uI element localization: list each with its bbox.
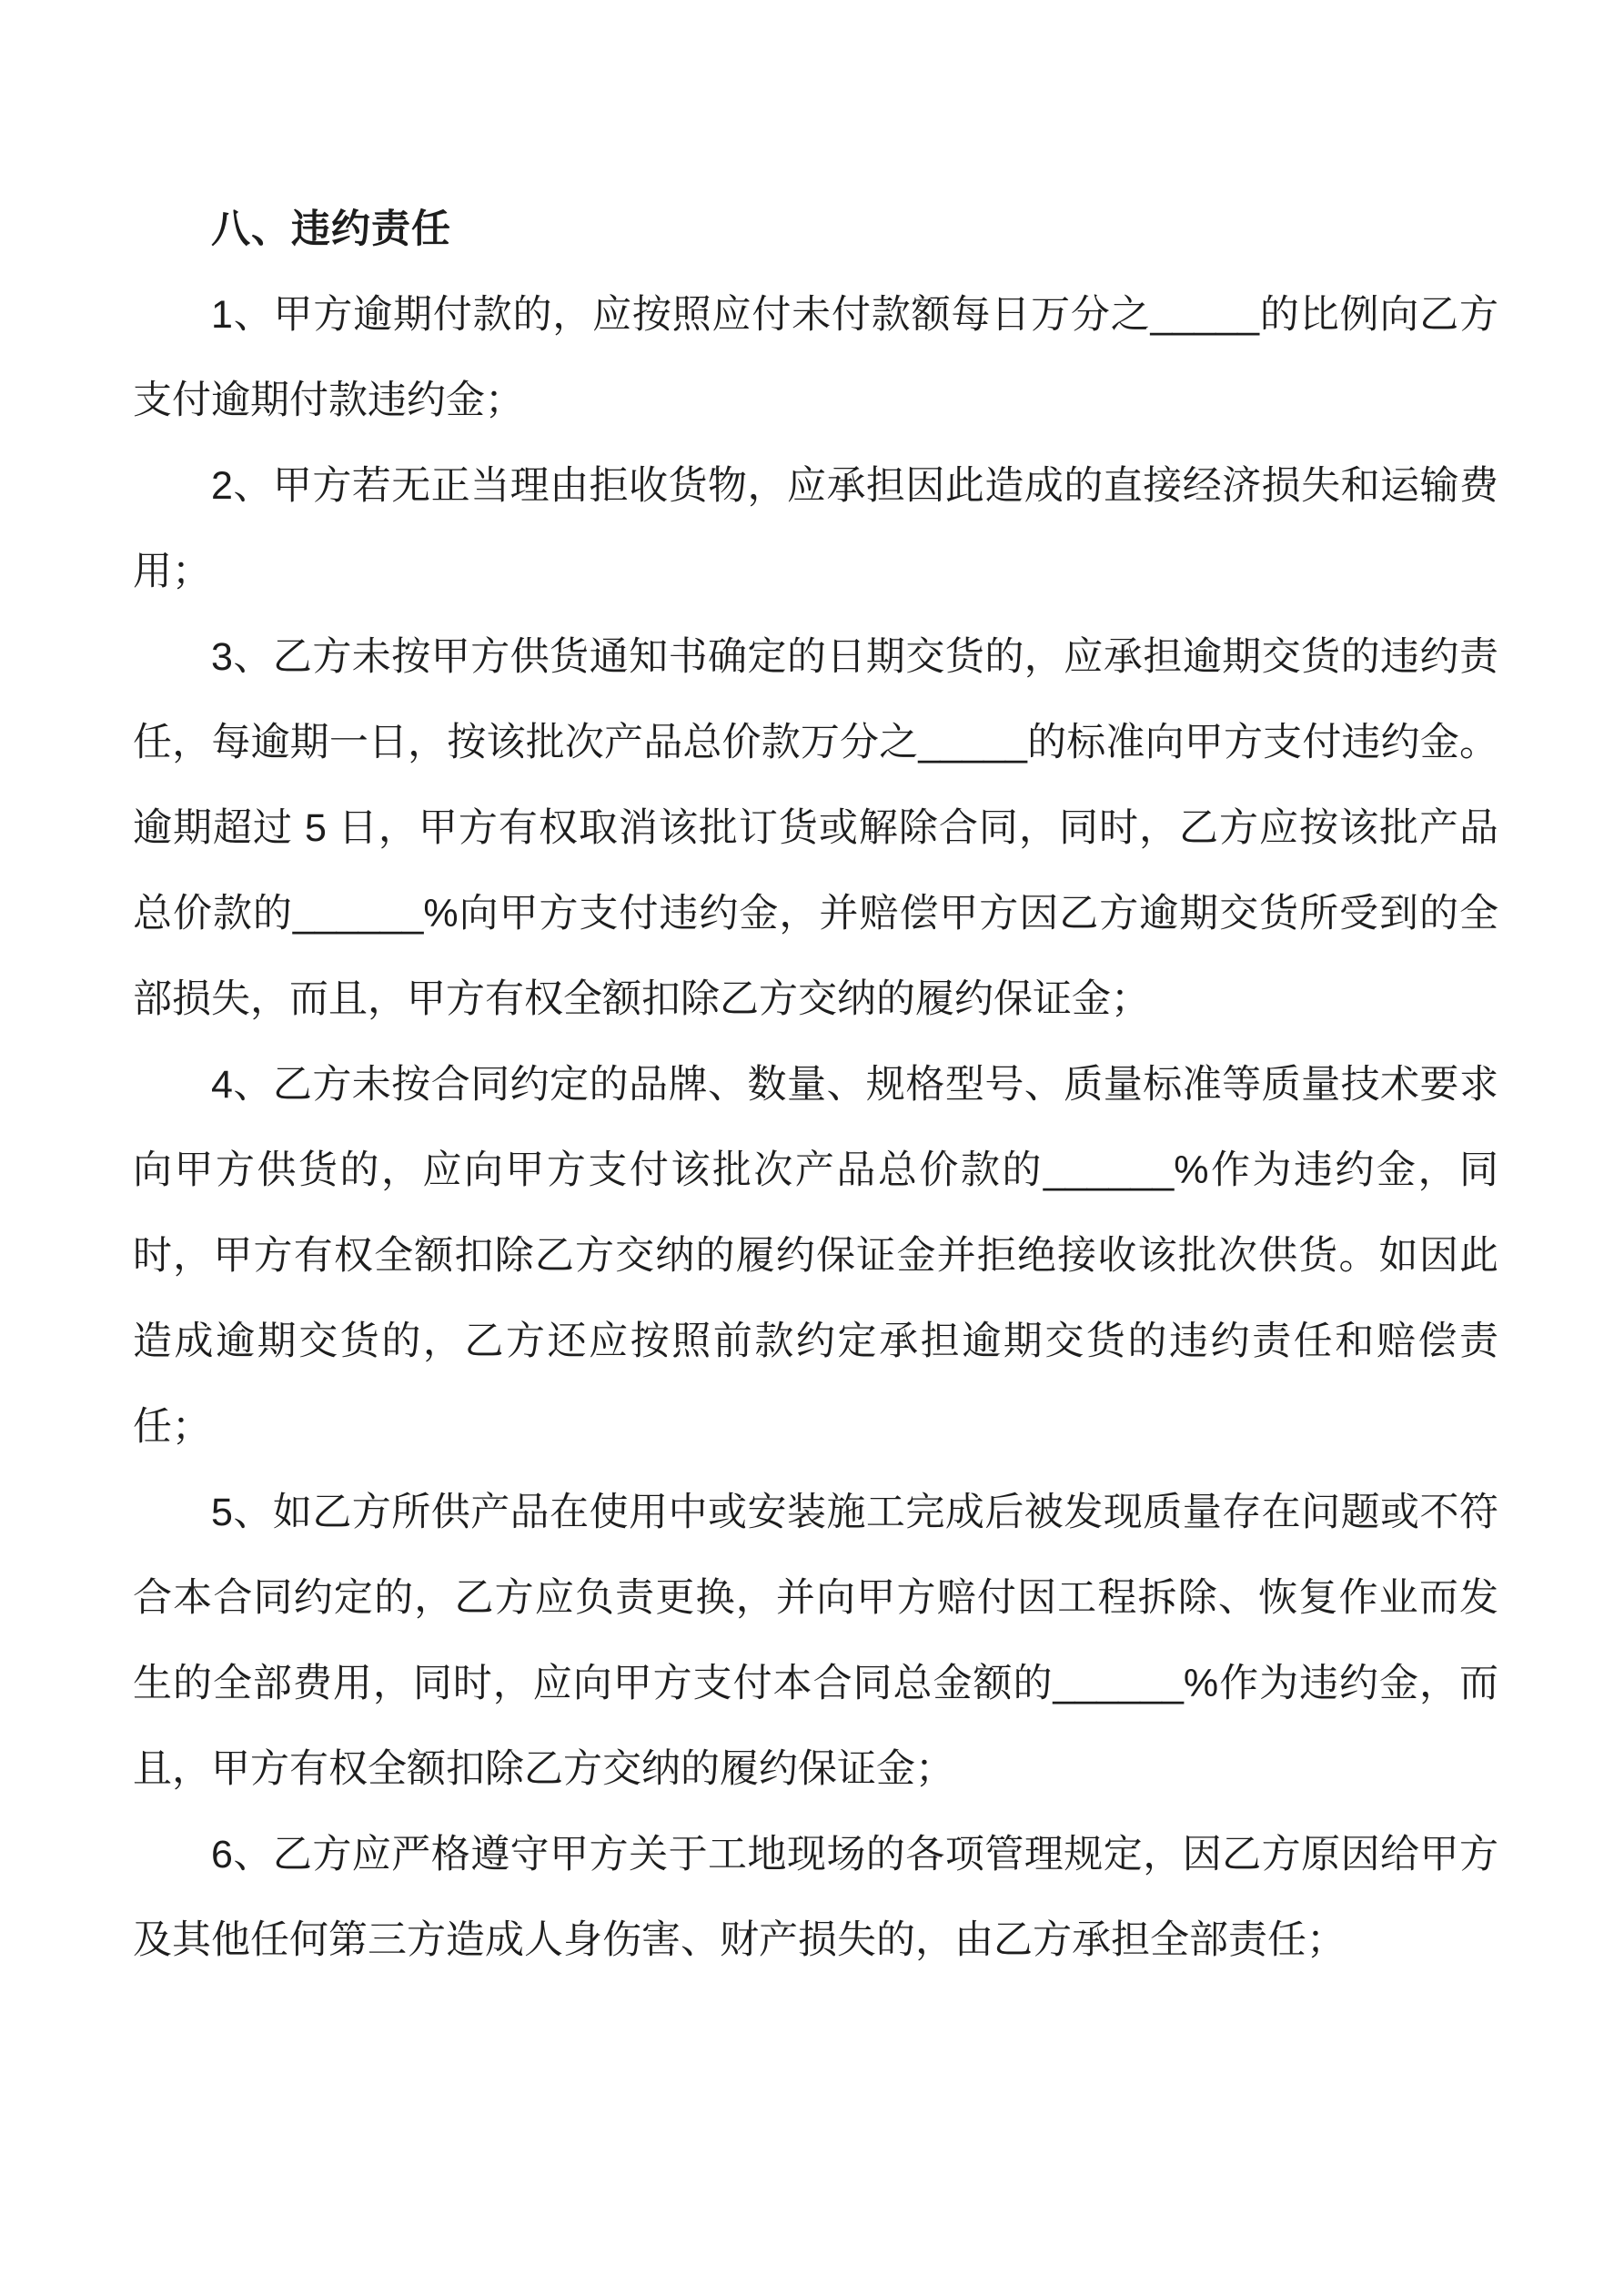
clause-2: 2、甲方若无正当理由拒收货物，应承担因此造成的直接经济损失和运输费用；	[133, 464, 1498, 593]
clause-3: 3、乙方未按甲方供货通知书确定的日期交货的，应承担逾期交货的违约责任，每逾期一日，按该批次产品总价款万分之_____的标准向甲方支付违约金。逾期超过 5 日，甲方有权取消该批订货或解除合同，同时，乙方应按该批产品总价款的______%向甲方支付违约金，并赔偿甲方因乙方逾期交货所受到的全部损失，而且，甲方有权全额扣除乙方交纳的履约保证金；	[133, 635, 1498, 1021]
document-body	[133, 187, 1498, 1983]
clause-4: 4、乙方未按合同约定的品牌、数量、规格型号、质量标准等质量技术要求向甲方供货的，应向甲方支付该批次产品总价款的______%作为违约金，同时，甲方有权全额扣除乙方交纳的履约保证金并拒绝接收该批次供货。如因此造成逾期交货的，乙方还应按照前款约定承担逾期交货的违约责任和赔偿责任；	[133, 1063, 1498, 1449]
clause-1: 1、甲方逾期付款的，应按照应付未付款额每日万分之_____的比例向乙方支付逾期付款违约金；	[133, 293, 1498, 422]
clause-5: 5、如乙方所供产品在使用中或安装施工完成后被发现质量存在问题或不符合本合同约定的，乙方应负责更换，并向甲方赔付因工程拆除、恢复作业而发生的全部费用，同时，应向甲方支付本合同总金额的______%作为违约金，而且，甲方有权全额扣除乙方交纳的履约保证金；	[133, 1491, 1498, 1791]
clause-6: 6、乙方应严格遵守甲方关于工地现场的各项管理规定，因乙方原因给甲方及其他任何第三方造成人身伤害、财产损失的，由乙方承担全部责任；	[133, 1833, 1498, 1962]
section-title: 八、违约责任	[211, 207, 451, 251]
